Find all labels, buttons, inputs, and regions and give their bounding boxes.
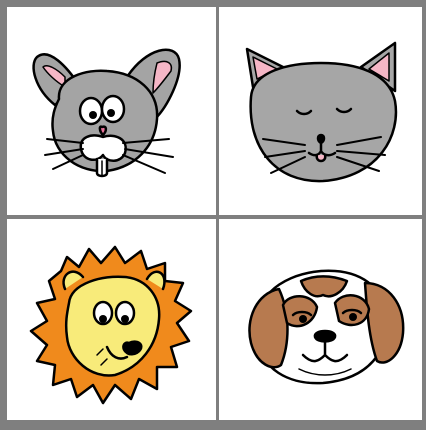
dog-face-icon <box>219 219 422 420</box>
tile-dog[interactable] <box>219 219 422 420</box>
rabbit-face-icon <box>7 7 216 215</box>
tile-lion[interactable] <box>7 219 216 420</box>
lion-face-icon <box>7 219 216 420</box>
tile-rabbit[interactable] <box>7 7 216 215</box>
tile-cat[interactable] <box>219 7 422 215</box>
cat-face-icon <box>219 7 422 215</box>
